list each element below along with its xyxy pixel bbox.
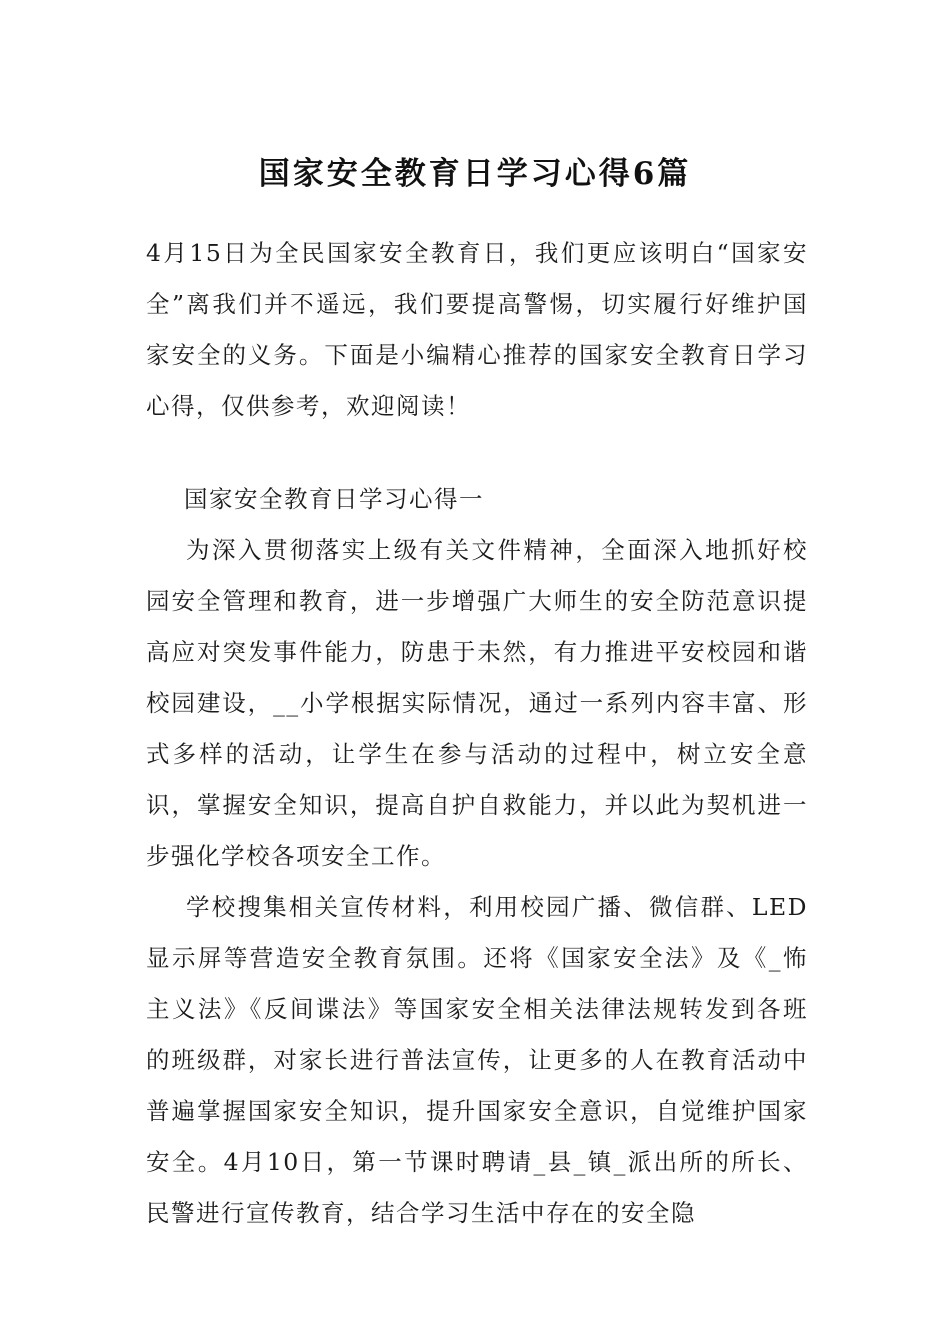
intro-paragraph: 4月15日为全民国家安全教育日，我们更应该明白“国家安全”离我们并不遥远，我们要提高警惕，切实履行好维护国家安全的义务。下面是小编精心推荐的国家安全教育日学习心得，仅供参考，欢迎阅读！ [146, 239, 808, 420]
section-heading: 国家安全教育日学习心得一 [184, 485, 484, 513]
body-paragraph-2: 学校搜集相关宣传材料，利用校园广播、微信群、LED显示屏等营造安全教育氛围。还将《国家安全法》及《_怖主义法》《反间谍法》等国家安全相关法律法规转发到各班的班级群，对家长进行普法宣传，让更多的人在教育活动中普遍掌握国家安全知识，提升国家安全意识，自觉维护国家安全。4月10日，第一节课时聘请_县_镇_派出所的所长、民警进行宣传教育，结合学习生活中存在的安全隐 [146, 893, 808, 1227]
body-paragraph-1: 为深入贯彻落实上级有关文件精神，全面深入地抓好校园安全管理和教育，进一步增强广大师生的安全防范意识提高应对突发事件能力，防患于未然，有力推进平安校园和谐校园建设，__小学根据实际情况，通过一系列内容丰富、形式多样的活动，让学生在参与活动的过程中，树立安全意识，掌握安全知识，提高自护自救能力，并以此为契机进一步强化学校各项安全工作。 [146, 536, 808, 870]
document-title: 国家安全教育日学习心得6篇 [258, 155, 692, 192]
